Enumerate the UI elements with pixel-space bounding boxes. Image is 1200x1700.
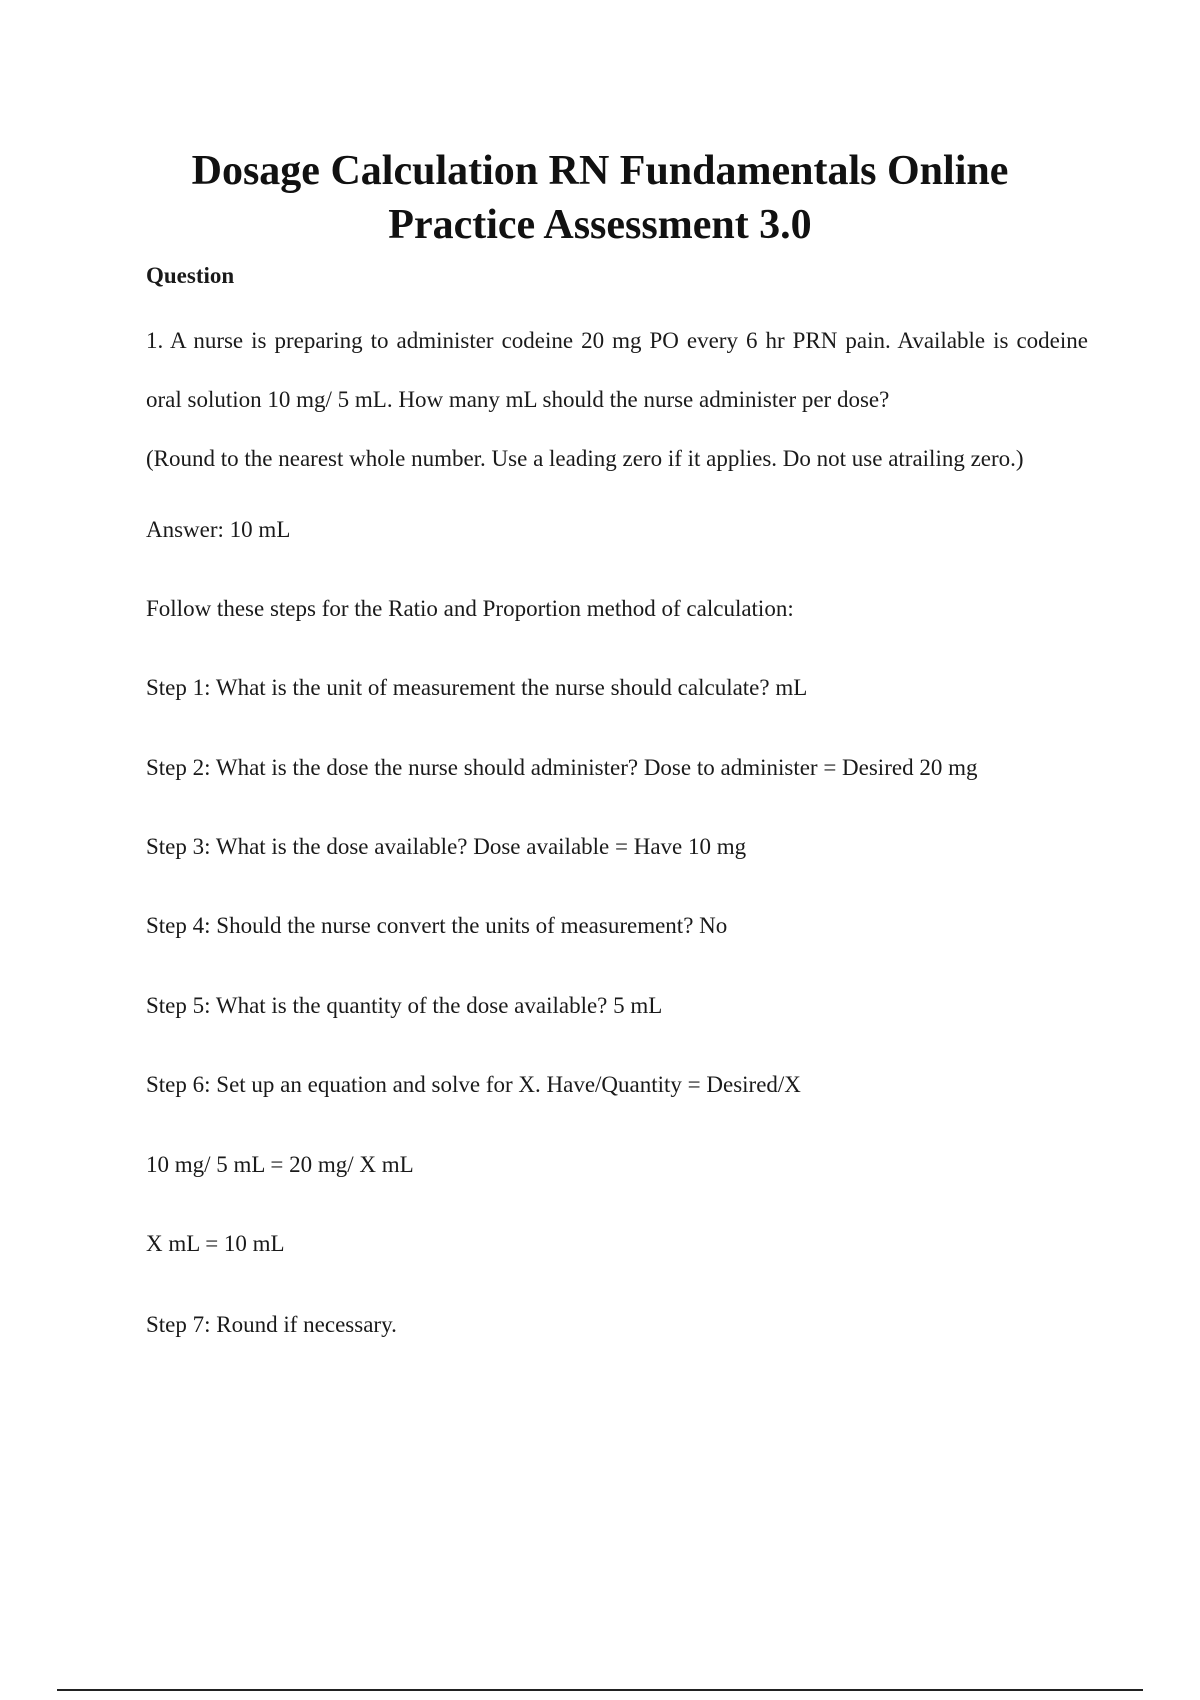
- page-title: [100, 144, 1100, 252]
- step-1: Step 1: What is the unit of measurement the nurse should calculate? mL: [146, 675, 808, 700]
- equation-2: X mL = 10 mL: [146, 1231, 285, 1256]
- answer-text: Answer: 10 mL: [146, 517, 291, 542]
- method-intro: Follow these steps for the Ratio and Proportion method of calculation:: [146, 596, 794, 621]
- page-bottom-divider: [57, 1689, 1143, 1691]
- question-text: [146, 311, 1088, 488]
- title-line-1: Dosage Calculation RN Fundamentals Online: [191, 148, 1009, 194]
- question-label: Question: [146, 263, 235, 288]
- question-note: (Round to the nearest whole number. Use a leading zero if it applies. Do not use atrailing zero.): [146, 446, 1024, 471]
- step-4: Step 4: Should the nurse convert the units of measurement? No: [146, 913, 728, 938]
- question-body: 1. A nurse is preparing to administer codeine 20 mg PO every 6 hr PRN pain. Available is codeine oral solution 10 mg/ 5 mL. How many mL should the nurse administer per dose?: [146, 328, 1088, 412]
- equation-1: 10 mg/ 5 mL = 20 mg/ X mL: [146, 1152, 414, 1177]
- step-7: Step 7: Round if necessary.: [146, 1312, 397, 1337]
- step-3: Step 3: What is the dose available? Dose available = Have 10 mg: [146, 834, 747, 859]
- step-6: Step 6: Set up an equation and solve for X. Have/Quantity = Desired/X: [146, 1072, 801, 1097]
- step-2: Step 2: What is the dose the nurse should administer? Dose to administer = Desired 20 mg: [146, 755, 978, 780]
- title-line-2: Practice Assessment 3.0: [388, 202, 812, 248]
- step-5: Step 5: What is the quantity of the dose available? 5 mL: [146, 993, 663, 1018]
